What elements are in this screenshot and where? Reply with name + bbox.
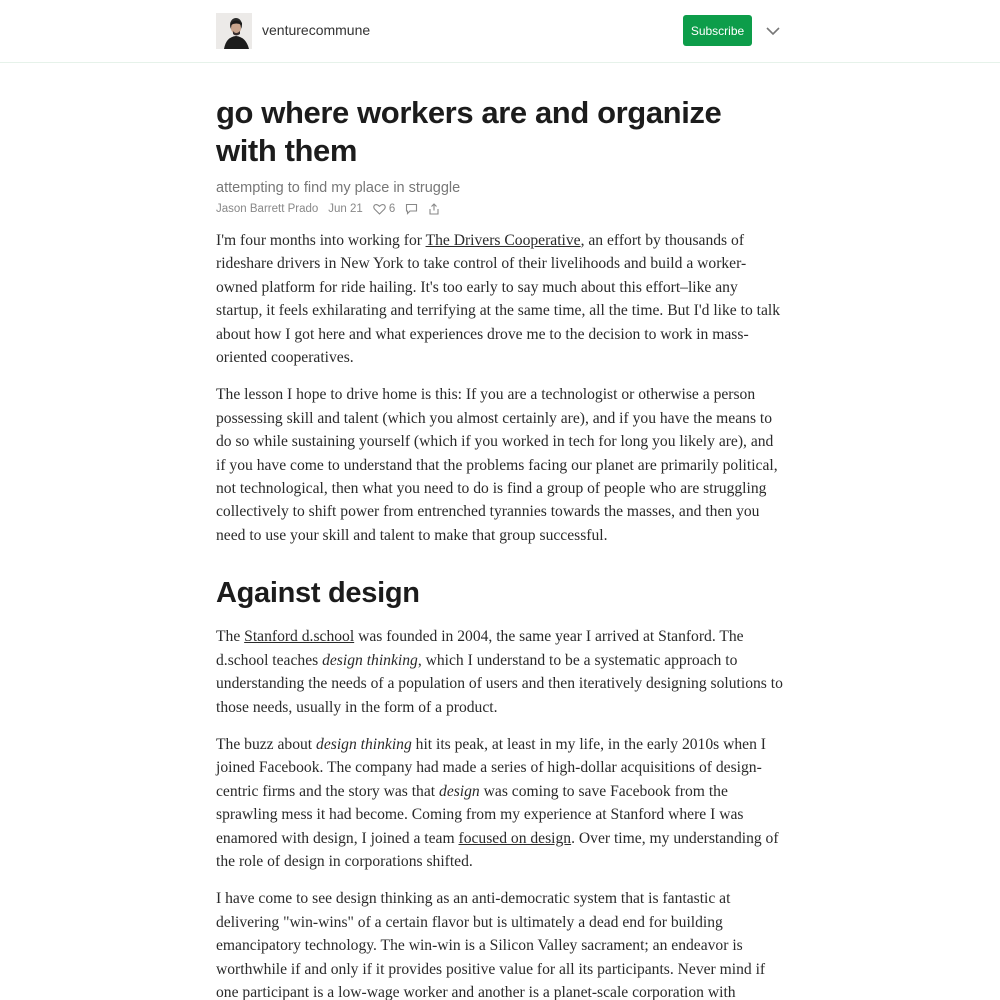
text-run: , an effort by thousands of rideshare drivers in New York to take control of their livelihoods and build a worker-owned platform for ride hailing. It's too early to say much about this effort–like any startup, it feels exhilarating and terrifying at the same time, all the time. But I'd like to talk about how I got here and what experiences drove me to the decision to work in mass-oriented cooperatives. [216, 232, 781, 367]
focused-on-design-link[interactable]: focused on design [458, 829, 572, 847]
text-run: was coming to save Facebook from the sprawling mess it had become. Coming from my experience at Stanford where I was enamored with design, I joined a team [216, 782, 744, 847]
subscribe-button[interactable]: Subscribe [683, 15, 752, 46]
like-button[interactable] [373, 203, 395, 215]
text-run: was founded in 2004, the same year I arrived at Stanford. The d.school teaches [216, 628, 744, 669]
text-run: The [216, 628, 245, 646]
text-run: The buzz about [216, 735, 317, 753]
emphasis: design [439, 782, 480, 800]
paragraph [216, 625, 786, 719]
avatar-icon [216, 13, 252, 49]
text-run: hit its peak, at least in my life, in the early 2010s when I joined Facebook. The company had made a series of high-dollar acquisitions of design-centric firms and the story was that [216, 735, 766, 800]
top-navigation-bar [0, 0, 1000, 63]
text-run: . Over time, my understanding of the role of design in corporations shifted. [216, 829, 779, 870]
paragraph: The lesson I hope to drive home is this: If you are a technologist or otherwise a person possessing skill and talent (which you almost certainly are), and if you have the means to do so while sustaining yourself (which if you worked in tech for long you likely are), and if you have come to understand that the problems facing our planet are primarily political, not technological, then what you need to do is find a group of people who are struggling collectively to shift power from entrenched tyrannies towards the masses, and then you need to use your skill and talent to make that group successful. [216, 386, 778, 544]
text-run: , which I understand to be a systematic approach to understanding the needs of a population of users and then iteratively designing solutions to those needs, usually in the form of a product. [216, 651, 783, 716]
paragraph [216, 229, 786, 369]
article [216, 94, 786, 1000]
comment-icon [405, 203, 418, 215]
heart-icon [373, 203, 386, 215]
share-icon [428, 203, 440, 215]
section-heading: Against design [216, 577, 420, 610]
post-subtitle: attempting to find my place in struggle [216, 180, 461, 196]
post-date: Jun 21 [328, 203, 363, 215]
paragraph: I have come to see design thinking as an anti-democratic system that is fantastic at delivering "win-wins" of a certain flavor but is ultimately a dead end for building emancipatory technology. The win-win is a Silicon Valley sacrament; an endeavor is worthwhile if and only if it provides positive value for all its participants. Never mind if one participant is a low-wage worker and another is a planet-scale corporation with [216, 890, 766, 1000]
author-avatar[interactable] [216, 13, 252, 49]
share-button[interactable] [428, 203, 440, 215]
emphasis: design thinking [322, 651, 418, 669]
chevron-down-icon[interactable] [764, 24, 782, 38]
emphasis: design thinking [316, 735, 412, 753]
comment-button[interactable] [405, 203, 418, 215]
publication-name[interactable]: venturecommune [262, 22, 371, 38]
text-run: I'm four months into working for [216, 232, 426, 249]
post-body [216, 229, 786, 1000]
like-count: 6 [388, 203, 396, 215]
author-name[interactable]: Jason Barrett Prado [216, 203, 319, 215]
post-title: go where workers are and organize with them [216, 95, 722, 168]
post-meta [216, 201, 786, 217]
stanford-dschool-link[interactable]: Stanford d.school [244, 628, 355, 646]
paragraph [216, 733, 786, 873]
drivers-cooperative-link[interactable]: The Drivers Cooperative [425, 232, 581, 249]
